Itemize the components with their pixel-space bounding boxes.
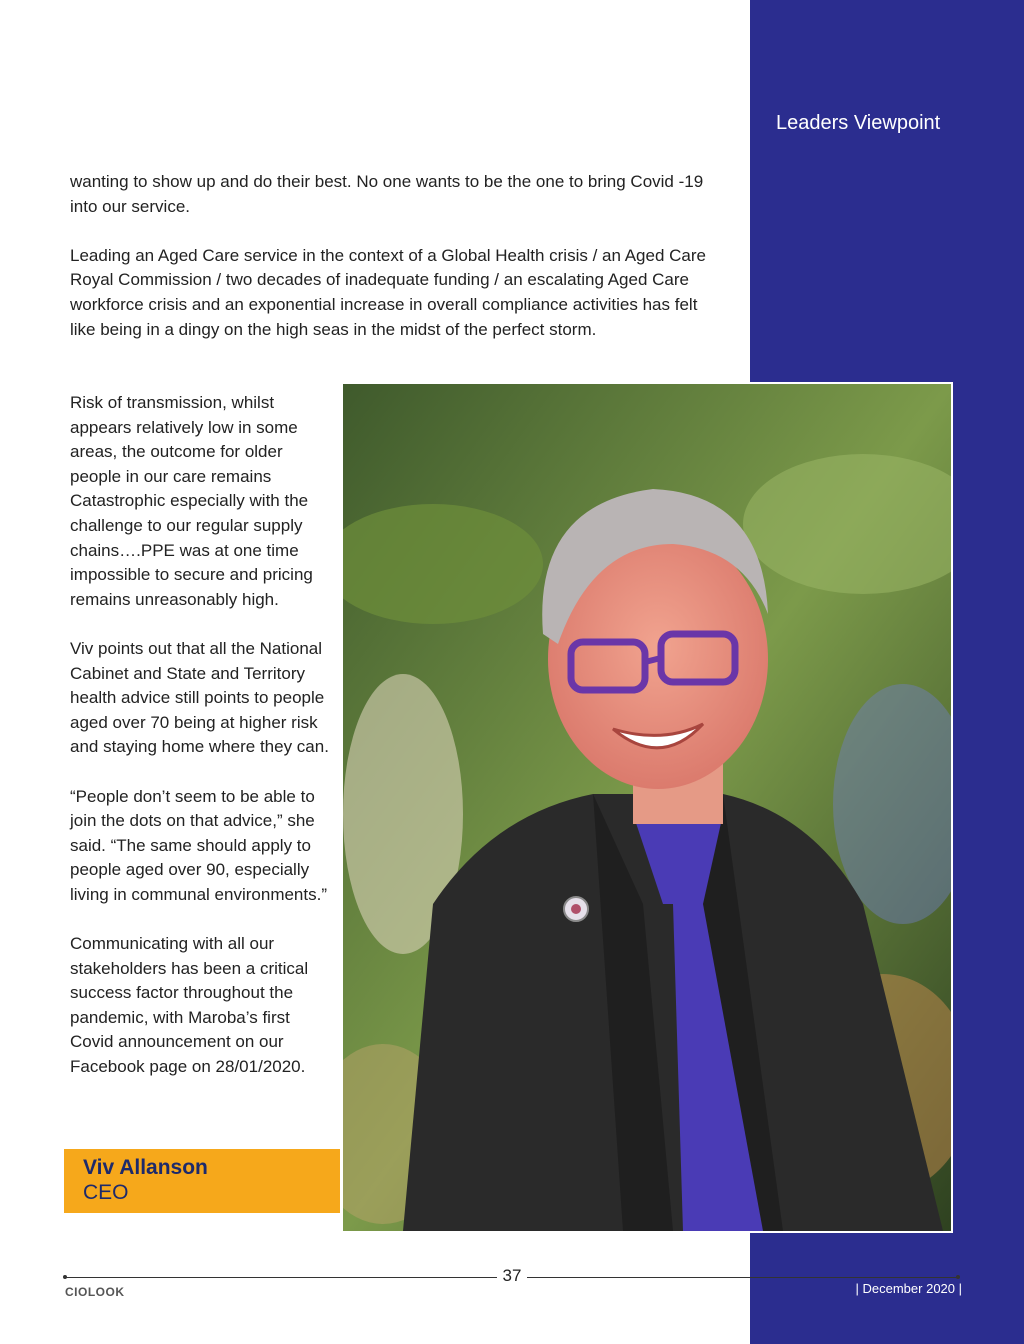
paragraph: Communicating with all our stakeholders has been a critical success factor throughout the pandemic, with Maroba’s first Covid announcement on our Facebook page on 28/01/2020. [70,934,309,1077]
person-name: Viv Allanson [83,1156,208,1179]
issue-date: | December 2020 | [855,1281,962,1296]
section-label: Leaders Viewpoint [776,112,941,134]
column-text [70,391,336,1104]
intro-text [70,170,720,367]
portrait-illustration [343,384,951,1231]
paragraph: Leading an Aged Care service in the context of a Global Health crisis / an Aged Care Royal Commission / two decades of inadequate funding / an escalating Aged Care workforce crisis and an exponential increase in overall compliance activities has felt like being in a dingy on the high seas in the midst of the perfect storm. [70,245,706,339]
name-box [64,1149,340,1213]
person-role: CEO [83,1181,129,1204]
paragraph: Viv points out that all the National Cabinet and State and Territory health advice still points to people aged over 70 being at higher risk and staying home where they can. [70,638,329,757]
brand-logo: CIOLOOK [65,1285,125,1299]
footer-rule-endpoint [63,1275,67,1279]
portrait-photo [341,382,953,1233]
page-number: 37 [497,1266,527,1286]
footer-rule-endpoint [956,1275,960,1279]
paragraph: wanting to show up and do their best. No one wants to be the one to bring Covid -19 into our service. [70,172,704,216]
paragraph: Risk of transmission, whilst appears relatively low in some areas, the outcome for older people in our care remains Catastrophic especially with the challenge to our regular supply chains….PPE was at one time impossible to secure and pricing remains unreasonably high. [70,393,313,609]
paragraph: “People don’t seem to be able to join the dots on that advice,” she said. “The same should apply to people aged over 90, especially living in communal environments.” [70,786,327,904]
